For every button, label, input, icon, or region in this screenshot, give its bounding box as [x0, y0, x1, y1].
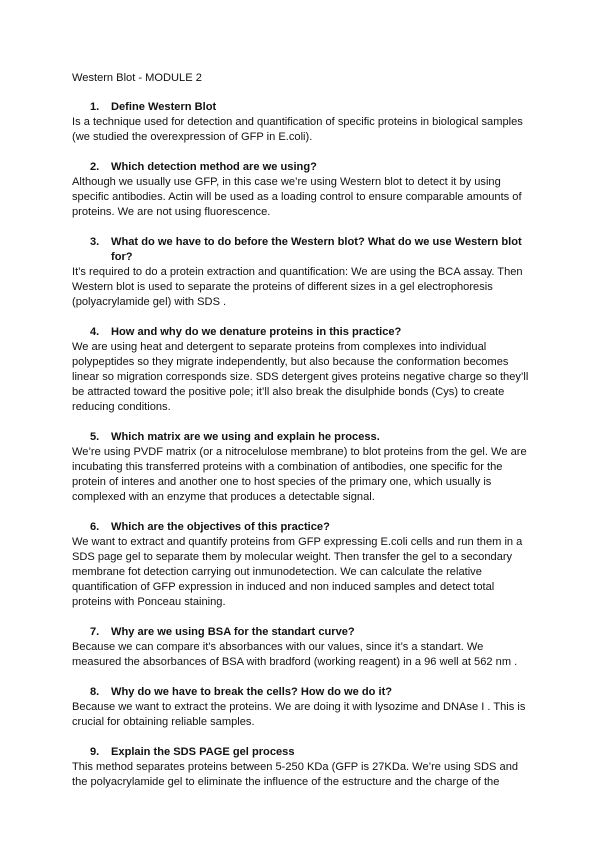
- question-item-2: [72, 160, 532, 220]
- answer-text: We are using heat and detergent to separate proteins from complexes into individual polypeptides so they migrate independently, but also because the conformation becomes linear so migration corresponds size. SDS detergent gives proteins negative charge so they’ll be attracted toward the positive pole; it’ll also break the disulphide bonds (Cys) to create reducing conditions.: [72, 341, 529, 413]
- question-item-5: [72, 430, 532, 505]
- question-item-6: [72, 520, 532, 610]
- question-text: Explain the SDS PAGE gel process: [111, 746, 295, 758]
- question-heading: [72, 325, 532, 340]
- question-text: Why are we using BSA for the standart curve?: [111, 626, 355, 638]
- question-number: 8.: [90, 686, 100, 698]
- answer-text: Is a technique used for detection and quantification of specific proteins in biological samples (we studied the overexpression of GFP in E.coli).: [72, 116, 523, 143]
- question-text: Define Western Blot: [111, 101, 217, 113]
- question-number: 3.: [90, 236, 100, 248]
- question-item-3: [72, 235, 532, 310]
- question-heading: [72, 685, 532, 700]
- answer-text: It’s required to do a protein extraction and quantification: We are using the BCA assay. Then Western blot is used to separate the proteins of different sizes in a gel electrophoresis (polyacrylamide gel) with SDS .: [72, 266, 523, 308]
- question-number: 1.: [90, 101, 100, 113]
- question-number: 5.: [90, 431, 100, 443]
- question-number: 2.: [90, 161, 100, 173]
- question-number: 6.: [90, 521, 100, 533]
- answer-text: Because we want to extract the proteins. We are doing it with lysozime and DNAse I . This is crucial for obtaining reliable samples.: [72, 701, 526, 728]
- question-heading: [72, 160, 532, 175]
- question-text: How and why do we denature proteins in this practice?: [111, 326, 402, 338]
- question-text: Why do we have to break the cells? How do we do it?: [111, 686, 393, 698]
- question-text: Which detection method are we using?: [111, 161, 317, 173]
- question-number: 4.: [90, 326, 100, 338]
- question-item-7: [72, 625, 532, 670]
- question-item-8: [72, 685, 532, 730]
- question-text: Which are the objectives of this practice?: [111, 521, 330, 533]
- answer-text: Although we usually use GFP, in this case we’re using Western blot to detect it by using specific antibodies. Actin will be used as a loading control to ensure comparable amounts of proteins. We are not using fluorescence.: [72, 176, 522, 218]
- question-item-9: [72, 745, 532, 790]
- answer-text: Because we can compare it’s absorbances with our values, since it’s a standart. We measured the absorbances of BSA with bradford (working reagent) in a 96 well at 562 nm .: [72, 641, 518, 668]
- answer-text: We’re using PVDF matrix (or a nitrocelulose membrane) to blot proteins from the gel. We are incubating this transferred proteins with a combination of antibodies, one specific for the protein of interes and another one to host species of the primary one, which usually is complexed with an enzyme that produces a detectable signal.: [72, 446, 527, 503]
- question-item-1: [72, 100, 532, 145]
- answer-text: This method separates proteins between 5-250 KDa (GFP is 27KDa. We’re using SDS and the polyacrylamide gel to eliminate the influence of the estructure and the charge of the: [72, 761, 519, 788]
- question-heading: [72, 520, 532, 535]
- question-number: 7.: [90, 626, 100, 638]
- question-heading: [72, 235, 532, 265]
- question-heading: [72, 625, 532, 640]
- question-list: [72, 100, 532, 805]
- document-title: Western Blot - MODULE 2: [72, 72, 202, 84]
- question-text: What do we have to do before the Western blot? What do we use Western blot for?: [111, 236, 522, 263]
- question-heading: [72, 430, 532, 445]
- question-item-4: [72, 325, 532, 415]
- question-heading: [72, 100, 532, 115]
- question-heading: [72, 745, 532, 760]
- question-number: 9.: [90, 746, 100, 758]
- answer-text: We want to extract and quantify proteins from GFP expressing E.coli cells and run them in a SDS page gel to separate them by molecular weight. Then transfer the gel to a secondary membrane fot detection carrying out inmunodetection. We can calculate the relative quantification of GFP expression in induced and non induced samples and detect total proteins with Ponceau staining.: [72, 536, 523, 608]
- question-text: Which matrix are we using and explain he process.: [111, 431, 380, 443]
